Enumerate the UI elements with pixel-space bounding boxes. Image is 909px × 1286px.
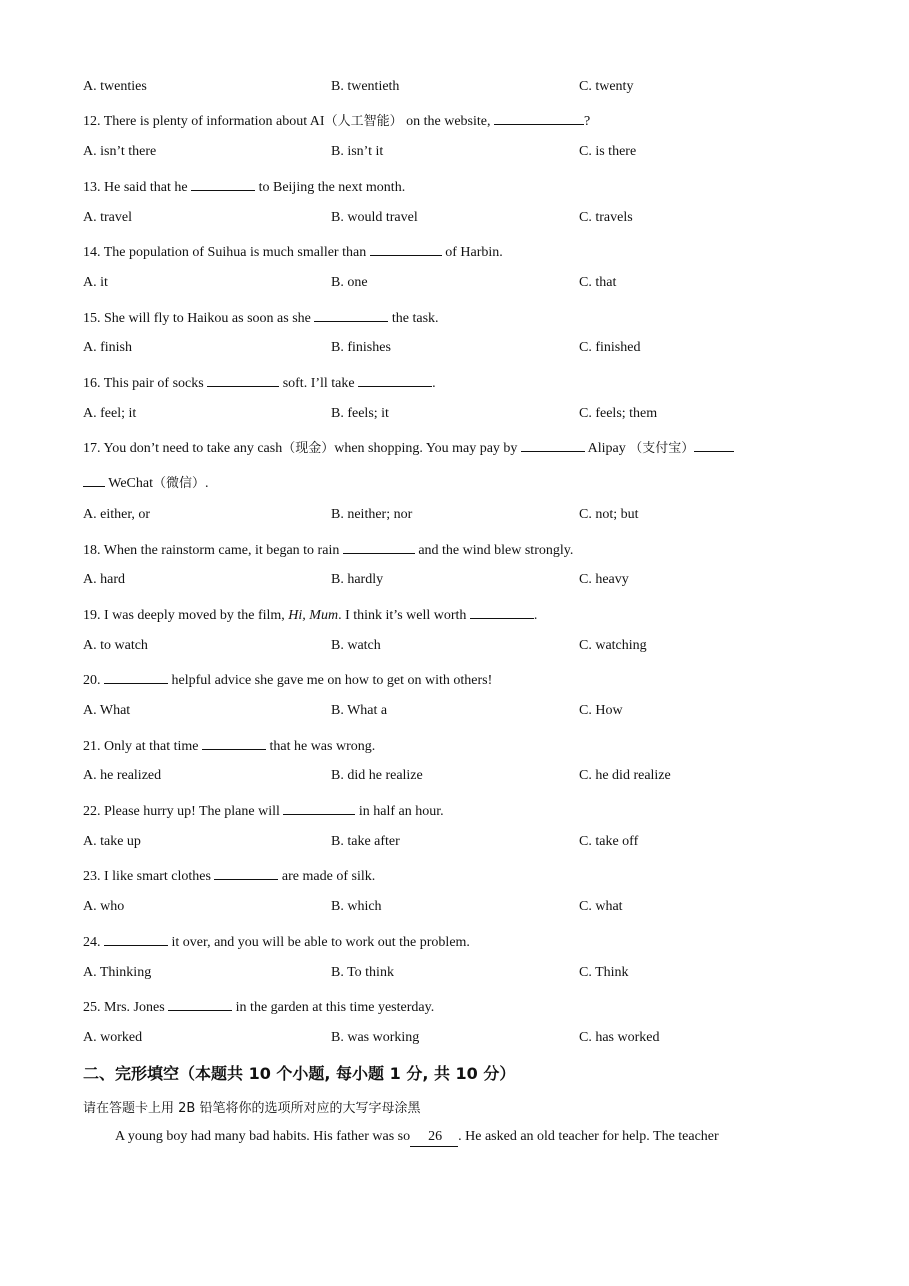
q13-option-b: B. would travel [331, 210, 418, 225]
cloze-text-post: . He asked an old teacher for help. The teacher [458, 1129, 719, 1144]
q14-text-post: of Harbin. [441, 245, 503, 260]
q22-option-c: C. take off [579, 834, 639, 849]
q16-text-mid: soft. I’ll take [279, 376, 359, 391]
cloze-paragraph [115, 1128, 719, 1147]
answer-blank [104, 931, 168, 946]
question-25 [83, 996, 434, 1017]
q17-end: . [205, 476, 209, 491]
answer-blank [202, 735, 266, 750]
question-22 [83, 800, 444, 821]
q18-option-b: B. hardly [331, 572, 384, 587]
q18-text: 18. When the rainstorm came, it began to rain [83, 543, 343, 558]
q15-option-a: A. finish [83, 340, 132, 355]
q19-option-a: A. to watch [83, 638, 148, 653]
q23-option-b: B. which [331, 899, 382, 914]
question-12 [83, 110, 590, 131]
answer-blank [314, 307, 388, 322]
q12-option-b: B. isn’t it [331, 144, 384, 159]
q22-option-b: B. take after [331, 834, 400, 849]
q17-zh-alipay: （支付宝） [629, 441, 695, 456]
answer-blank [283, 800, 355, 815]
q15-option-b: B. finishes [331, 340, 391, 355]
q12-option-c: C. is there [579, 144, 637, 159]
q12-zh: （人工智能） [324, 114, 403, 129]
q18-option-c: C. heavy [579, 572, 629, 587]
q16-option-b: B. feels; it [331, 406, 389, 421]
q20-text-post: helpful advice she gave me on how to get on with others! [168, 673, 493, 688]
q24-text-post: it over, and you will be able to work out the problem. [168, 935, 470, 950]
answer-blank [104, 669, 168, 684]
question-17-cont [83, 472, 209, 493]
answer-blank [494, 110, 584, 125]
question-21 [83, 735, 375, 756]
q17-zh-wechat: （微信） [153, 476, 206, 491]
q19-text: 19. I was deeply moved by the film, [83, 608, 289, 623]
q21-text: 21. Only at that time [83, 739, 202, 754]
q25-text-post: in the garden at this time yesterday. [232, 1000, 435, 1015]
q25-option-c: C. has worked [579, 1030, 660, 1045]
q20-option-a: A. What [83, 703, 131, 718]
q19-film-title: Hi, Mum [288, 608, 339, 623]
q17-option-c: C. not; but [579, 507, 639, 522]
q23-text-post: are made of silk. [278, 869, 376, 884]
q17-option-b: B. neither; nor [331, 507, 413, 522]
q17-option-a: A. either, or [83, 507, 151, 522]
q22-option-a: A. take up [83, 834, 141, 849]
answer-blank [207, 372, 279, 387]
answer-blank [343, 539, 415, 554]
q17-wechat: WeChat [105, 476, 153, 491]
q17-text-mid: when shopping. You may pay by [334, 441, 521, 456]
q12-text: 12. There is plenty of information about AI [83, 114, 325, 129]
answer-blank [521, 437, 585, 452]
q21-text-post: that he was wrong. [265, 739, 376, 754]
question-17 [83, 437, 734, 458]
q22-text-post: in half an hour. [355, 804, 444, 819]
q17-zh-cash: （现金） [282, 441, 335, 456]
q20-text: 20. [83, 673, 104, 688]
q21-option-a: A. he realized [83, 768, 162, 783]
q15-option-c: C. finished [579, 340, 641, 355]
q17-alipay: Alipay [584, 441, 630, 456]
q21-option-c: C. he did realize [579, 768, 671, 783]
q24-option-a: A. Thinking [83, 965, 152, 980]
q25-text: 25. Mrs. Jones [83, 1000, 169, 1015]
q25-option-b: B. was working [331, 1030, 420, 1045]
q18-option-a: A. hard [83, 572, 125, 587]
answer-blank [370, 241, 442, 256]
question-18 [83, 539, 573, 560]
q13-option-c: C. travels [579, 210, 633, 225]
q23-option-c: C. what [579, 899, 623, 914]
q12-text-post: on the website, [402, 114, 494, 129]
q11-option-c: C. twenty [579, 79, 634, 94]
q13-text-post: to Beijing the next month. [255, 180, 406, 195]
q24-text: 24. [83, 935, 104, 950]
q12-option-a: A. isn’t there [83, 144, 157, 159]
blank-26: 26 [410, 1128, 458, 1147]
q19-text-mid: . I think it’s well worth [338, 608, 470, 623]
q24-option-b: B. To think [331, 965, 394, 980]
q14-option-c: C. that [579, 275, 617, 290]
q19-option-b: B. watch [331, 638, 381, 653]
section-2-instruction: 请在答题卡上用 2B 铅笔将你的选项所对应的大写字母涂黑 [83, 1101, 421, 1116]
q14-text: 14. The population of Suihua is much smaller than [83, 245, 370, 260]
q22-text: 22. Please hurry up! The plane will [83, 804, 284, 819]
question-14 [83, 241, 503, 262]
answer-blank [694, 437, 734, 452]
answer-blank [83, 472, 105, 487]
q23-option-a: A. who [83, 899, 125, 914]
question-19 [83, 604, 537, 625]
q19-option-c: C. watching [579, 638, 647, 653]
q20-option-c: C. How [579, 703, 623, 718]
answer-blank [191, 176, 255, 191]
question-16 [83, 372, 436, 393]
answer-blank [168, 996, 232, 1011]
q12-end: ? [583, 114, 591, 129]
answer-blank [470, 604, 534, 619]
question-13 [83, 176, 405, 197]
q23-text: 23. I like smart clothes [83, 869, 215, 884]
q13-text: 13. He said that he [83, 180, 192, 195]
q15-text: 15. She will fly to Haikou as soon as she [83, 311, 315, 326]
q11-option-a: A. twenties [83, 79, 147, 94]
question-15 [83, 307, 439, 328]
q16-text: 16. This pair of socks [83, 376, 208, 391]
question-20 [83, 669, 492, 690]
q14-option-a: A. it [83, 275, 108, 290]
q20-option-b: B. What a [331, 703, 388, 718]
question-23 [83, 865, 375, 886]
q15-text-post: the task. [388, 311, 439, 326]
q13-option-a: A. travel [83, 210, 132, 225]
answer-blank [214, 865, 278, 880]
q11-option-b: B. twentieth [331, 79, 400, 94]
cloze-text: A young boy had many bad habits. His father was so [115, 1129, 411, 1144]
q18-text-post: and the wind blew strongly. [414, 543, 574, 558]
q19-text-post: . [533, 608, 538, 623]
section-2-title: 二、完形填空（本题共 10 个小题, 每小题 1 分, 共 10 分） [83, 1064, 516, 1083]
q16-option-a: A. feel; it [83, 406, 137, 421]
question-24 [83, 931, 470, 952]
q16-text-post: . [432, 376, 436, 391]
q14-option-b: B. one [331, 275, 368, 290]
q24-option-c: C. Think [579, 965, 629, 980]
q17-text: 17. You don’t need to take any cash [83, 441, 283, 456]
q21-option-b: B. did he realize [331, 768, 423, 783]
answer-blank [358, 372, 432, 387]
q16-option-c: C. feels; them [579, 406, 658, 421]
q25-option-a: A. worked [83, 1030, 143, 1045]
